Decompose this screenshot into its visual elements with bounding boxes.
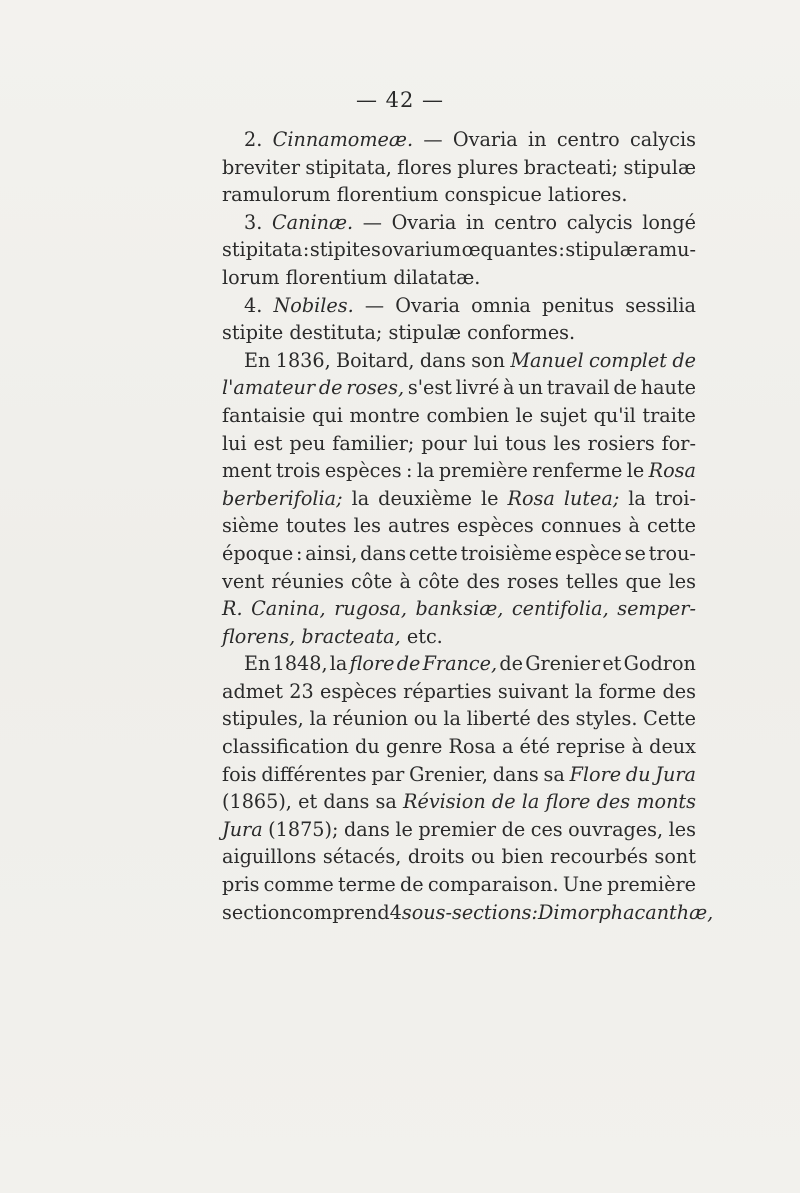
word: pris — [222, 873, 260, 897]
word: — — [362, 210, 382, 234]
word: En — [244, 348, 271, 372]
word: stipulæ — [623, 155, 696, 179]
word: travail — [546, 376, 610, 400]
word: 1848, — [272, 652, 328, 676]
word: Flore — [569, 762, 622, 786]
word: bracteata, — [301, 624, 401, 648]
word: rosiers — [587, 431, 655, 455]
word: dans — [323, 790, 370, 814]
word: stipules, — [222, 707, 304, 731]
word: deuxième — [378, 486, 473, 510]
word: centro — [556, 128, 620, 151]
word: ces — [530, 817, 563, 841]
word: ouvrages, — [568, 817, 664, 841]
word: conformes. — [467, 321, 576, 345]
word: breviter — [222, 155, 301, 179]
text-line — [222, 374, 696, 402]
word: Ovaria — [391, 210, 457, 234]
word: Révision — [403, 790, 486, 814]
word: autres — [388, 514, 450, 538]
word: espèces — [320, 679, 397, 703]
word: la — [329, 652, 348, 676]
word: un — [518, 376, 543, 400]
word: dans — [343, 817, 390, 841]
word: des — [662, 679, 696, 703]
word: France, — [422, 652, 498, 676]
word: trois — [276, 459, 321, 483]
word: la — [521, 790, 540, 814]
word: stipitata, — [305, 155, 392, 179]
word: ovarium — [381, 238, 462, 262]
word: cette — [408, 541, 458, 565]
word: roses, — [346, 376, 405, 400]
word: Rosa — [507, 486, 555, 510]
word: berberifolia; — [222, 486, 343, 510]
word: espèces — [456, 514, 534, 538]
word: centro — [494, 210, 558, 234]
word: première — [438, 459, 528, 483]
text-line — [222, 181, 696, 209]
text-line — [222, 457, 696, 485]
word: Manuel — [510, 348, 584, 372]
word: recourbés — [550, 845, 648, 869]
word: de — [672, 348, 696, 372]
word: est — [253, 431, 283, 455]
word: fantaisie — [222, 403, 306, 427]
word: cette — [647, 514, 696, 538]
text-line — [222, 347, 696, 375]
word: le — [395, 817, 413, 841]
word: sième — [222, 514, 279, 538]
word: section — [222, 900, 292, 924]
word: liberté — [466, 707, 531, 731]
text-line — [222, 733, 696, 761]
word: reprise — [556, 735, 626, 759]
word: côte — [351, 569, 393, 593]
word: dilatatæ. — [393, 265, 481, 289]
word: dans — [419, 348, 466, 372]
word: semper- — [617, 597, 696, 621]
word: Canina, — [251, 597, 326, 621]
word: R. — [222, 597, 243, 621]
word: espèce — [554, 541, 622, 565]
word: qui — [312, 403, 343, 427]
word: bien — [501, 845, 544, 869]
word: traite — [642, 403, 696, 427]
word: comprend — [291, 900, 390, 924]
word: genre — [385, 735, 443, 759]
word: aiguillons — [222, 845, 317, 869]
word: (1875); — [268, 817, 339, 841]
word: : — [302, 238, 310, 262]
word: la — [628, 486, 646, 510]
word: livré — [455, 376, 500, 400]
word: Jura — [655, 762, 696, 786]
word: Ovaria — [395, 293, 460, 317]
text-line — [222, 761, 696, 789]
word: de — [613, 376, 637, 400]
word: époque — [222, 541, 294, 565]
word: — — [423, 128, 443, 151]
word: Grenier — [525, 652, 601, 676]
body-text — [222, 126, 714, 926]
word: de — [399, 873, 424, 897]
word: trou- — [648, 541, 696, 565]
word: les — [553, 431, 581, 455]
word: 3. — [244, 210, 263, 234]
text-line — [222, 595, 696, 623]
text-line — [222, 485, 696, 513]
word: droits — [407, 845, 465, 869]
word: l'amateur — [222, 376, 316, 400]
word: été — [519, 735, 550, 759]
word: florens, — [222, 624, 296, 648]
paragraph-grenier-godron — [222, 650, 714, 926]
word: sa — [543, 762, 565, 786]
word: Dimorphacanthæ, — [538, 900, 714, 924]
word: lutea; — [563, 486, 620, 510]
word: différentes — [261, 762, 367, 786]
word: deux — [649, 735, 696, 759]
word: haute — [640, 376, 696, 400]
text-line — [222, 209, 696, 237]
word: la — [416, 459, 435, 483]
word: stipulæ — [565, 238, 638, 262]
word: des — [596, 790, 631, 814]
word: : — [558, 238, 565, 262]
text-line — [222, 236, 696, 264]
word: la — [309, 707, 328, 731]
word: troi- — [654, 486, 696, 510]
word: Cinnamomeæ. — [272, 128, 414, 151]
word: que — [625, 569, 662, 593]
word: 1836, — [275, 348, 331, 372]
word: latiores. — [548, 183, 628, 207]
word: ou — [471, 845, 495, 869]
word: ramulorum — [222, 183, 331, 207]
word: sujet — [539, 403, 587, 427]
word: in — [527, 128, 547, 151]
word: admet — [222, 679, 283, 703]
word: (1865), — [222, 790, 292, 814]
word: styles. — [575, 707, 638, 731]
word: Godron — [623, 652, 696, 676]
word: peu — [289, 431, 326, 455]
word: conspicue — [444, 183, 542, 207]
word: rugosa, — [334, 597, 407, 621]
word: le — [626, 459, 645, 483]
word: de — [491, 790, 516, 814]
word: Boitard, — [336, 348, 415, 372]
word: son — [471, 348, 505, 372]
paragraph-nobiles — [222, 292, 696, 347]
word: monts — [636, 790, 696, 814]
word: banksiæ, — [415, 597, 504, 621]
paragraph-cinnamomeae — [222, 126, 696, 209]
word: des — [536, 707, 570, 731]
word: toutes — [285, 514, 347, 538]
word: complet — [588, 348, 667, 372]
word: réunies — [271, 569, 344, 593]
word: œquantes — [461, 238, 558, 262]
text-line — [222, 512, 696, 540]
word: : — [296, 541, 303, 565]
word: Grenier, — [409, 762, 488, 786]
word: terme — [337, 873, 396, 897]
word: stipites — [309, 238, 381, 262]
word: longé — [642, 210, 696, 234]
word: les — [668, 817, 696, 841]
word: Ovaria — [452, 128, 518, 151]
text-line — [222, 816, 696, 844]
word: connues — [540, 514, 622, 538]
word: stipitata — [222, 238, 303, 262]
page-number: — 42 — — [355, 88, 445, 112]
word: la — [574, 679, 593, 703]
word: flore — [349, 652, 395, 676]
text-line — [222, 264, 696, 292]
word: premier — [418, 817, 497, 841]
word: 23 — [289, 679, 314, 703]
word: — — [364, 293, 385, 317]
word: roses — [507, 569, 559, 593]
word: troisième — [460, 541, 553, 565]
word: Caninæ. — [271, 210, 354, 234]
word: des — [466, 569, 500, 593]
text-line — [222, 126, 696, 154]
word: etc. — [406, 624, 443, 648]
word: à — [631, 735, 644, 759]
word: fois — [222, 762, 257, 786]
word: forme — [598, 679, 657, 703]
word: dans — [492, 762, 539, 786]
word: et — [298, 790, 318, 814]
word: Nobiles. — [273, 293, 354, 317]
word: vent — [222, 569, 265, 593]
word: et — [602, 652, 622, 676]
word: du — [625, 762, 651, 786]
word: flores — [397, 155, 452, 179]
word: Jura — [222, 817, 263, 841]
word: le — [481, 486, 499, 510]
word: la — [443, 707, 461, 731]
word: calycis — [566, 210, 633, 234]
word: lorum — [222, 265, 280, 289]
word: classification — [222, 735, 349, 759]
word: penitus — [542, 293, 615, 317]
word: flore — [545, 790, 591, 814]
word: dans — [360, 541, 407, 565]
word: 4 — [389, 900, 402, 924]
word: par — [371, 762, 405, 786]
word: réunion — [332, 707, 409, 731]
word: florentium — [285, 265, 388, 289]
text-line — [222, 678, 696, 706]
word: ramu- — [638, 238, 696, 262]
word: la — [351, 486, 370, 510]
word: s'est — [407, 376, 452, 400]
paragraph-caninae — [222, 209, 696, 292]
word: de — [396, 652, 421, 676]
word: Rosa — [648, 459, 696, 483]
word: En — [244, 652, 271, 676]
word: 4. — [244, 293, 263, 317]
word: for- — [661, 431, 696, 455]
text-line — [222, 623, 696, 651]
word: le — [515, 403, 534, 427]
word: lui — [222, 431, 247, 455]
word: première — [606, 873, 696, 897]
word: réparties — [403, 679, 492, 703]
word: sétacés, — [322, 845, 402, 869]
word: qu'il — [593, 403, 636, 427]
word: de — [501, 817, 526, 841]
text-line — [222, 899, 714, 927]
word: familier; — [332, 431, 415, 455]
word: à — [628, 514, 640, 538]
word: ainsi, — [305, 541, 358, 565]
word: comparaison. — [427, 873, 559, 897]
word: les — [668, 569, 696, 593]
word: tous — [505, 431, 547, 455]
word: stipulæ — [388, 321, 461, 345]
word: florentium — [336, 183, 439, 207]
word: bracteati; — [523, 155, 619, 179]
text-line — [222, 319, 696, 347]
word: Une — [562, 873, 603, 897]
text-line — [222, 154, 696, 182]
text-line — [222, 540, 696, 568]
word: centifolia, — [511, 597, 609, 621]
word: telles — [565, 569, 619, 593]
word: pour — [421, 431, 467, 455]
word: du — [355, 735, 380, 759]
word: calycis — [630, 128, 696, 151]
word: espèces — [324, 459, 402, 483]
text-line — [222, 568, 696, 596]
text-line — [222, 650, 696, 678]
word: sa — [375, 790, 397, 814]
text-line — [222, 430, 696, 458]
word: de — [499, 652, 523, 676]
text-line — [222, 292, 696, 320]
word: ment — [222, 459, 272, 483]
word: à — [399, 569, 411, 593]
text-line — [222, 705, 696, 733]
word: plures — [457, 155, 519, 179]
word: Rosa — [448, 735, 496, 759]
word: montre — [349, 403, 420, 427]
word: côte — [418, 569, 460, 593]
word: les — [353, 514, 381, 538]
word: in — [466, 210, 485, 234]
word: omnia — [471, 293, 531, 317]
word: à — [503, 376, 515, 400]
word: comme — [263, 873, 334, 897]
word: Cette — [643, 707, 696, 731]
paragraph-boitard — [222, 347, 696, 651]
word: : — [406, 459, 413, 483]
word: a — [501, 735, 514, 759]
text-line — [222, 871, 696, 899]
word: lui — [473, 431, 499, 455]
word: suivant — [497, 679, 569, 703]
word: destituta; — [289, 321, 383, 345]
word: de — [318, 376, 343, 400]
word: sous-sections: — [401, 900, 538, 924]
word: sont — [654, 845, 696, 869]
word: se — [624, 541, 646, 565]
word: renferme — [532, 459, 623, 483]
word: stipite — [222, 321, 284, 345]
word: combien — [426, 403, 510, 427]
word: 2. — [244, 128, 263, 151]
text-line — [222, 402, 696, 430]
text-line — [222, 788, 696, 816]
word: sessilia — [625, 293, 696, 317]
text-line — [222, 843, 696, 871]
word: ou — [413, 707, 438, 731]
